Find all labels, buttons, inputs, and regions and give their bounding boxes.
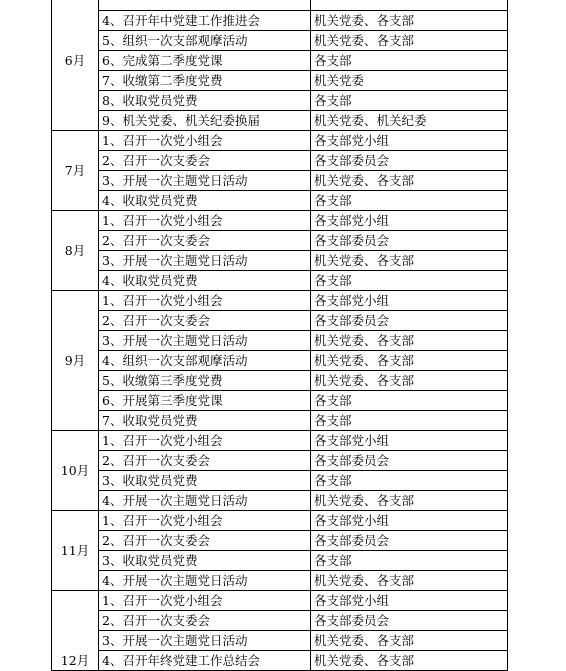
owner-cell: 机关党委、各支部 [311, 571, 508, 591]
table-row [52, 0, 508, 11]
owner-cell: 各支部 [311, 551, 508, 571]
task-cell: 2、召开一次支委会 [99, 531, 311, 551]
task-cell: 4、开展一次主题党日活动 [99, 491, 311, 511]
task-cell: 6、完成第二季度党课 [99, 51, 311, 71]
month-cell: 9月 [52, 291, 99, 431]
table-row [52, 191, 508, 211]
month-cell: 7月 [52, 131, 99, 211]
table-row [52, 211, 508, 231]
table-row [52, 271, 508, 291]
task-cell: 3、开展一次主题党日活动 [99, 251, 311, 271]
owner-cell: 机关党委、各支部 [311, 331, 508, 351]
schedule-table-body [52, 0, 508, 671]
table-row [52, 651, 508, 671]
owner-cell [311, 0, 508, 11]
owner-cell: 各支部 [311, 91, 508, 111]
month-cell: 12月 [52, 591, 99, 671]
owner-cell: 各支部 [311, 411, 508, 431]
owner-cell: 各支部 [311, 191, 508, 211]
owner-cell: 机关党委、机关纪委 [311, 111, 508, 131]
task-cell: 1、召开一次党小组会 [99, 511, 311, 531]
owner-cell: 各支部 [311, 471, 508, 491]
task-cell: 4、召开年终党建工作总结会 [99, 651, 311, 671]
table-row [52, 511, 508, 531]
task-cell: 1、召开一次党小组会 [99, 431, 311, 451]
owner-cell: 机关党委、各支部 [311, 491, 508, 511]
table-row [52, 371, 508, 391]
task-cell [99, 0, 311, 11]
table-row [52, 231, 508, 251]
task-cell: 2、召开一次支委会 [99, 611, 311, 631]
table-row [52, 551, 508, 571]
owner-cell: 各支部党小组 [311, 211, 508, 231]
owner-cell: 机关党委、各支部 [311, 251, 508, 271]
owner-cell: 各支部委员会 [311, 311, 508, 331]
task-cell: 1、召开一次党小组会 [99, 211, 311, 231]
owner-cell: 各支部委员会 [311, 611, 508, 631]
month-cell: 8月 [52, 211, 99, 291]
table-row [52, 451, 508, 471]
owner-cell: 机关党委、各支部 [311, 31, 508, 51]
table-row [52, 131, 508, 151]
task-cell: 7、收取党员党费 [99, 411, 311, 431]
table-row [52, 391, 508, 411]
task-cell: 2、召开一次支委会 [99, 311, 311, 331]
owner-cell: 各支部党小组 [311, 511, 508, 531]
task-cell: 2、召开一次支委会 [99, 451, 311, 471]
owner-cell: 各支部党小组 [311, 591, 508, 611]
task-cell: 1、召开一次党小组会 [99, 591, 311, 611]
owner-cell: 机关党委 [311, 71, 508, 91]
month-cell: 11月 [52, 511, 99, 591]
owner-cell: 机关党委、各支部 [311, 351, 508, 371]
owner-cell: 各支部党小组 [311, 131, 508, 151]
task-cell: 5、收缴第三季度党费 [99, 371, 311, 391]
table-row [52, 611, 508, 631]
table-row [52, 51, 508, 71]
table-row [52, 311, 508, 331]
table-row [52, 471, 508, 491]
task-cell: 4、收取党员党费 [99, 271, 311, 291]
owner-cell: 各支部委员会 [311, 151, 508, 171]
work-schedule-table [51, 0, 508, 671]
owner-cell: 各支部党小组 [311, 431, 508, 451]
owner-cell: 机关党委、各支部 [311, 171, 508, 191]
table-row [52, 111, 508, 131]
task-cell: 5、组织一次支部观摩活动 [99, 31, 311, 51]
owner-cell: 各支部委员会 [311, 231, 508, 251]
owner-cell: 机关党委、各支部 [311, 11, 508, 31]
task-cell: 4、收取党员党费 [99, 191, 311, 211]
task-cell: 1、召开一次党小组会 [99, 131, 311, 151]
table-row [52, 151, 508, 171]
month-cell: 6月 [52, 0, 99, 131]
task-cell: 3、开展一次主题党日活动 [99, 631, 311, 651]
task-cell: 3、开展一次主题党日活动 [99, 171, 311, 191]
table-row [52, 631, 508, 651]
task-cell: 4、组织一次支部观摩活动 [99, 351, 311, 371]
task-cell: 3、收取党员党费 [99, 471, 311, 491]
table-row [52, 171, 508, 191]
table-row [52, 71, 508, 91]
owner-cell: 各支部 [311, 391, 508, 411]
owner-cell: 各支部 [311, 51, 508, 71]
owner-cell: 各支部委员会 [311, 451, 508, 471]
owner-cell: 各支部党小组 [311, 291, 508, 311]
task-cell: 6、开展第三季度党课 [99, 391, 311, 411]
table-row [52, 431, 508, 451]
owner-cell: 各支部 [311, 271, 508, 291]
table-row [52, 571, 508, 591]
table-row [52, 91, 508, 111]
month-cell: 10月 [52, 431, 99, 511]
owner-cell: 各支部委员会 [311, 531, 508, 551]
task-cell: 9、机关党委、机关纪委换届 [99, 111, 311, 131]
task-cell: 7、收缴第二季度党费 [99, 71, 311, 91]
task-cell: 1、召开一次党小组会 [99, 291, 311, 311]
table-row [52, 411, 508, 431]
table-row [52, 531, 508, 551]
table-row [52, 331, 508, 351]
table-row [52, 11, 508, 31]
owner-cell: 机关党委、各支部 [311, 631, 508, 651]
owner-cell: 机关党委、各支部 [311, 651, 508, 671]
table-row [52, 491, 508, 511]
task-cell: 2、召开一次支委会 [99, 231, 311, 251]
task-cell: 8、收取党员党费 [99, 91, 311, 111]
task-cell: 3、开展一次主题党日活动 [99, 331, 311, 351]
table-row [52, 351, 508, 371]
task-cell: 2、召开一次支委会 [99, 151, 311, 171]
table-row [52, 291, 508, 311]
owner-cell: 机关党委、各支部 [311, 371, 508, 391]
table-row [52, 31, 508, 51]
table-row [52, 591, 508, 611]
task-cell: 4、开展一次主题党日活动 [99, 571, 311, 591]
task-cell: 3、收取党员党费 [99, 551, 311, 571]
table-row [52, 251, 508, 271]
task-cell: 4、召开年中党建工作推进会 [99, 11, 311, 31]
